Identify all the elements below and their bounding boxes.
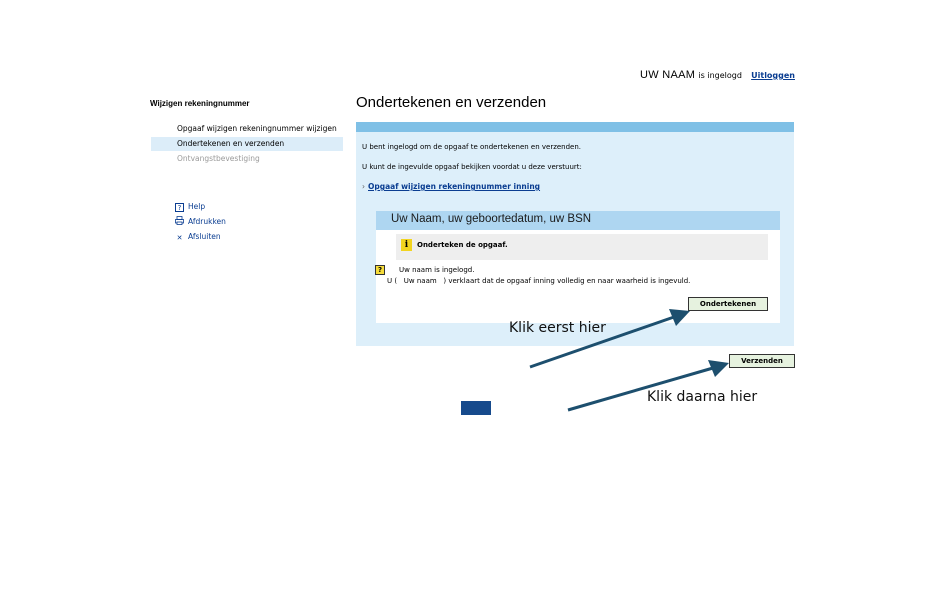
- help-icon: ?: [175, 203, 184, 212]
- close-label: Afsluiten: [188, 232, 221, 241]
- question-icon[interactable]: ?: [375, 265, 385, 275]
- send-button[interactable]: Verzenden: [729, 354, 795, 368]
- sidebar-item-opgaaf[interactable]: Opgaaf wijzigen rekeningnummer wijzigen: [177, 124, 337, 133]
- arrow-to-sign-line: [530, 317, 674, 367]
- info-icon: i: [401, 239, 412, 251]
- close-icon: ✕: [176, 234, 183, 242]
- logout-link[interactable]: Uitloggen: [751, 71, 795, 80]
- user-name: UW NAAM: [639, 69, 696, 81]
- declaration-text: ) verklaart dat de opgaaf inning volledig en naar waarheid is ingevuld.: [443, 277, 691, 285]
- sidebar-item-ontvangstbevestiging: Ontvangstbevestiging: [177, 154, 260, 163]
- section-title: Uw Naam, uw geboortedatum, uw BSN: [391, 213, 592, 225]
- declaration-prefix: U (: [387, 277, 398, 285]
- sidebar-item-ondertekenen[interactable]: Ondertekenen en verzenden: [151, 137, 343, 151]
- sign-button[interactable]: Ondertekenen: [688, 297, 768, 311]
- sidebar-title: Wijzigen rekeningnummer: [150, 99, 250, 108]
- intro-text-2: U kunt de ingevulde opgaaf bekijken voordat u deze verstuurt:: [362, 163, 582, 171]
- intro-text-1: U bent ingelogd om de opgaaf te ondertekenen en verzenden.: [362, 143, 582, 151]
- page-title: Ondertekenen en verzenden: [356, 94, 547, 111]
- arrow-to-send-line: [568, 368, 713, 410]
- chevron-right-icon: ›: [362, 182, 365, 191]
- declaration-name: Uw naam: [403, 277, 437, 285]
- login-line-rest: is ingelogd.: [434, 266, 475, 274]
- notice-text: Onderteken de opgaaf.: [417, 241, 508, 249]
- help-label: Help: [188, 202, 206, 211]
- login-line-name: Uw naam: [399, 266, 432, 274]
- annotation-second: Klik daarna hier: [647, 389, 758, 405]
- login-status: is ingelogd: [698, 71, 742, 80]
- annotation-first: Klik eerst hier: [509, 320, 606, 336]
- print-label: Afdrukken: [188, 217, 226, 226]
- view-form-link[interactable]: Opgaaf wijzigen rekeningnummer inning: [368, 182, 541, 191]
